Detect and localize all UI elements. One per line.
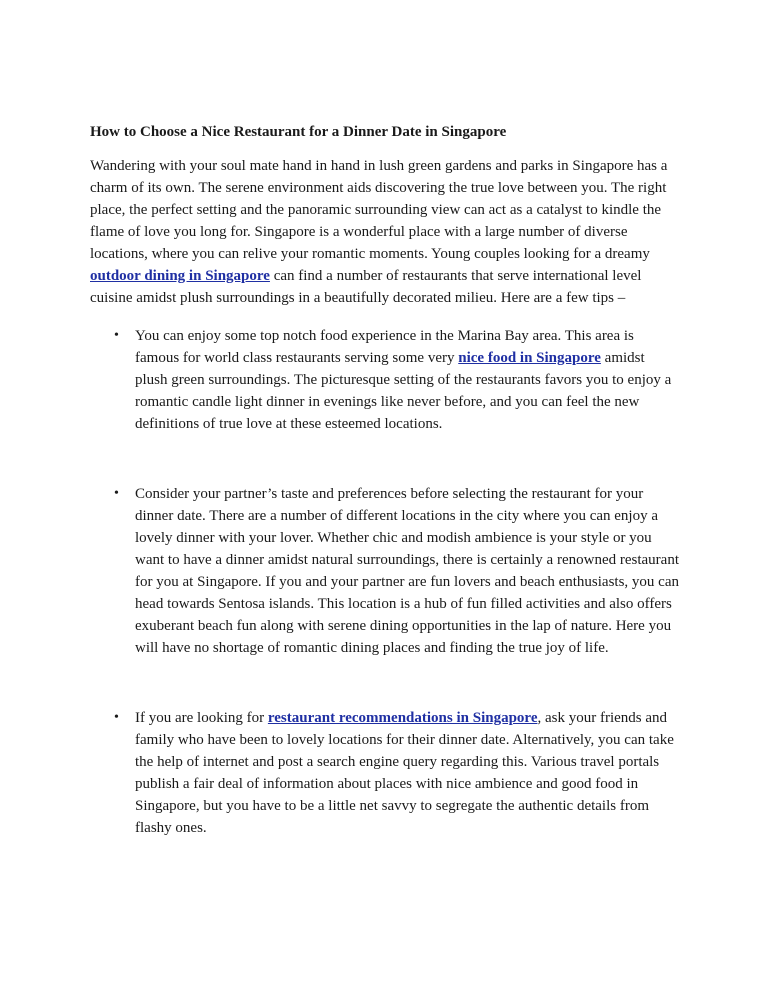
- tip-item-recommendations: [90, 707, 680, 839]
- bullet-icon: •: [114, 328, 119, 343]
- tip-1-text-after-link: amidst plush green surroundings. The picturesque setting of the restaurants favors you to enjoy a romantic candle light dinner in evenings like never before, and you can feel the new definitions of true love at these esteemed locations.: [135, 350, 672, 432]
- tip-3-text-before-link: If you are looking for: [135, 710, 268, 726]
- intro-text-before-link: Wandering with your soul mate hand in hand in lush green gardens and parks in Singapore has a charm of its own. The serene environment aids discovering the true love between you. The right place, the perfect setting and the panoramic surrounding view can act as a catalyst to kindle the flame of love you long for. Singapore is a wonderful place with a large number of diverse locations, where you can relive your romantic moments. Young couples looking for a dreamy: [90, 158, 668, 262]
- tips-list: [90, 325, 680, 839]
- tip-item-partner-taste: [90, 483, 680, 659]
- document-title: How to Choose a Nice Restaurant for a Dinner Date in Singapore: [90, 124, 507, 140]
- intro-paragraph: [90, 155, 680, 309]
- restaurant-recommendations-link[interactable]: restaurant recommendations in Singapore: [267, 710, 538, 726]
- intro-text-after-link: can find a number of restaurants that serve international level cuisine amidst plush surroundings in a beautifully decorated milieu. Here are a few tips –: [90, 268, 642, 306]
- bullet-icon: •: [114, 710, 119, 725]
- document-page: [90, 121, 680, 839]
- tip-3-text-after-link: , ask your friends and family who have been to lovely locations for their dinner date. Alternatively, you can take the help of internet and post a search engine query regarding this. Various travel portals publish a fair deal of information about places with nice ambience and good food in Singapore, but you have to be a little net savvy to segregate the authentic details from flashy ones.: [135, 710, 674, 836]
- bullet-icon: •: [114, 486, 119, 501]
- nice-food-link[interactable]: nice food in Singapore: [458, 350, 601, 366]
- tip-1-text-before-link: You can enjoy some top notch food experience in the Marina Bay area. This area is famous for world class restaurants serving some very: [135, 328, 634, 366]
- tip-item-marina-bay: [90, 325, 680, 435]
- outdoor-dining-link[interactable]: outdoor dining in Singapore: [90, 268, 270, 284]
- tip-2-text: Consider your partner’s taste and preferences before selecting the restaurant for your dinner date. There are a number of different locations in the city where you can enjoy a lovely dinner with your lover. Whether chic and modish ambience is your style or you want to have a dinner amidst natural surroundings, there is certainly a renowned restaurant for you at Singapore. If you and your partner are fun lovers and beach enthusiasts, you can head towards Sentosa islands. This location is a hub of fun filled activities and also offers exuberant beach fun along with serene dining opportunities in the lap of nature. Here you will have no shortage of romantic dining places and finding the true joy of life.: [135, 486, 679, 656]
